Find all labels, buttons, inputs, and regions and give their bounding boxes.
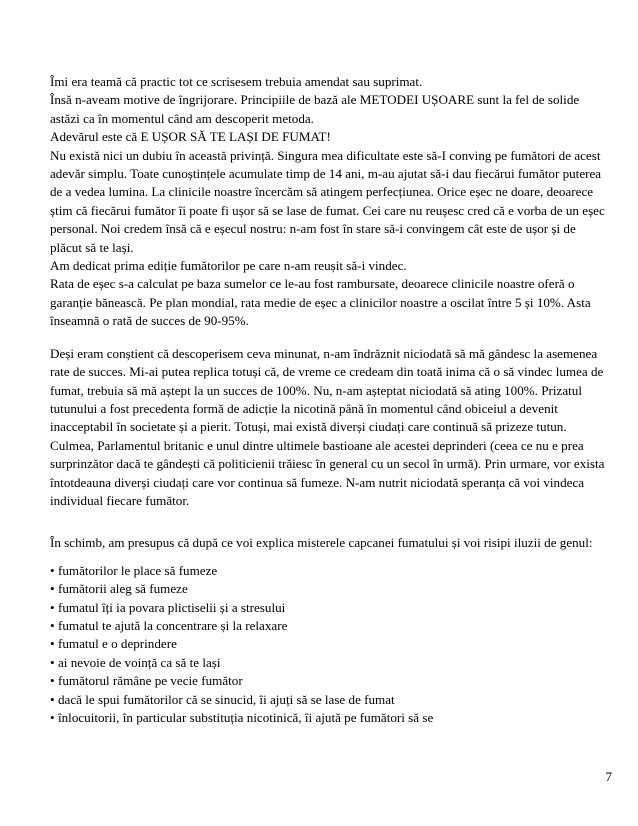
bullet-icon: • bbox=[50, 599, 55, 615]
list-item bbox=[50, 654, 610, 672]
list-item bbox=[50, 580, 610, 598]
paragraph: Deși eram conștient că descoperisem ceva minunat, n-am îndrăznit niciodată să mă gândesc la asemenea rate de succes. Mi-ai putea replica totuși că, de vreme ce credeam din toată inima că o să vindec lumea de fumat, trebuia să mă aștept la un succes de 100%. Nu, n-am așteptat niciodată să ating 100%. Prizatul tutunului a fost precedenta formă de adicție la nicotină până în momentul când obiceiul a devenit inacceptabil în societate și a pierit. Totuși, mai există diverși ciudați care continuă să prizeze tutun. Culmea, Parlamentul britanic e unul dintre ultimele bastioane ale acestei deprinderi (ceea ce nu e prea surprinzător dacă te gândești că politicienii trăiesc în general cu un secol în urmă). Prin urmare, vor exista întotdeauna diverși ciudați care vor continua să fumeze. N-am nutrit niciodată speranța că voi vindeca individual fiecare fumător. bbox=[50, 345, 605, 508]
list-item-text: fumatul îți ia povara plictiselii și a stresului bbox=[58, 599, 286, 615]
list-item-text: fumatul e o deprindere bbox=[58, 636, 177, 652]
bullet-icon: • bbox=[50, 710, 55, 725]
bullet-icon: • bbox=[50, 617, 55, 633]
paragraph: Îmi era teamă că practic tot ce scrisesem trebuia amendat sau suprimat. bbox=[50, 74, 423, 89]
paragraph-spacer bbox=[50, 553, 610, 562]
list-item bbox=[50, 562, 610, 580]
paragraph-spacer bbox=[50, 331, 610, 345]
bullet-icon: • bbox=[50, 673, 55, 689]
bullet-icon: • bbox=[50, 562, 55, 578]
paragraph: Rata de eșec s-a calculat pe baza sumelor ce le-au fost rambursate, deoarece clinicile noastre oferă o garanție bănească. Pe plan mondial, rata medie de eșec a clinicilor noastre a oscilat între 5 și 10%. Asta înseamnă o rată de succes de 90-95%. bbox=[50, 276, 591, 329]
paragraph: Am dedicat prima ediție fumătorilor pe care n-am reușit să-i vindec. bbox=[50, 258, 407, 274]
list-item bbox=[50, 709, 610, 727]
list-item-text: fumatul te ajută la concentrare și la relaxare bbox=[58, 617, 288, 633]
bullet-icon: • bbox=[50, 636, 55, 652]
paragraph: Însă n-aveam motive de îngrijorare. Principiile de bază ale METODEI UȘOARE sunt la fel de solide astăzi ca în momentul când am descoperit metoda. bbox=[50, 92, 580, 126]
list-item-text: ai nevoie de voință ca să te lași bbox=[58, 654, 221, 670]
list-item bbox=[50, 617, 610, 635]
paragraph: Adevărul este că E UȘOR SĂ TE LAȘI DE FUMAT! bbox=[50, 129, 331, 145]
list-item-text: dacă le spui fumătorilor că se sinucid, îi ajuți să se lase de fumat bbox=[58, 691, 395, 707]
bullet-icon: • bbox=[50, 654, 55, 670]
list-item-text: fumătorii aleg să fumeze bbox=[58, 581, 188, 597]
page-body bbox=[50, 73, 610, 727]
list-item bbox=[50, 599, 610, 617]
list-item bbox=[50, 635, 610, 653]
list-item-text: fumătorilor le place să fumeze bbox=[58, 562, 218, 578]
list-item bbox=[50, 672, 610, 690]
bullet-icon: • bbox=[50, 581, 55, 597]
list-item-text: fumătorul rămâne pe vecie fumător bbox=[58, 673, 243, 689]
bullet-list bbox=[50, 562, 610, 728]
paragraph-spacer bbox=[50, 510, 610, 534]
bullet-icon: • bbox=[50, 691, 55, 707]
paragraph: Nu există nici un dubiu în această privință. Singura mea dificultate este să-I conving pe fumători de acest adevăr simplu. Toate cunoștințele acumulate timp de 14 ani, m-au ajutat să-i dau fiecărui fumător puterea de a vedea lumina. La clinicile noastre încercăm să atingem perfecțiunea. Orice eșec ne doare, deoarece știm că fiecărui fumător îi poate fi ușor să se lase de fumat. Cei care nu reușesc cred că e vorba de un eșec personal. Noi credem însă că e eșecul nostru: n-am fost în stare să-i convingem cât este de ușor și de plăcut să te lași. bbox=[50, 147, 605, 255]
paragraph: În schimb, am presupus că după ce voi explica misterele capcanei fumatului și voi risipi iluzii de genul: bbox=[50, 535, 593, 551]
list-item-text: înlocuitorii, în particular substituția nicotinică, îi ajută pe fumători să se bbox=[58, 710, 434, 725]
page-number: 7 bbox=[605, 769, 612, 784]
list-item bbox=[50, 691, 610, 709]
